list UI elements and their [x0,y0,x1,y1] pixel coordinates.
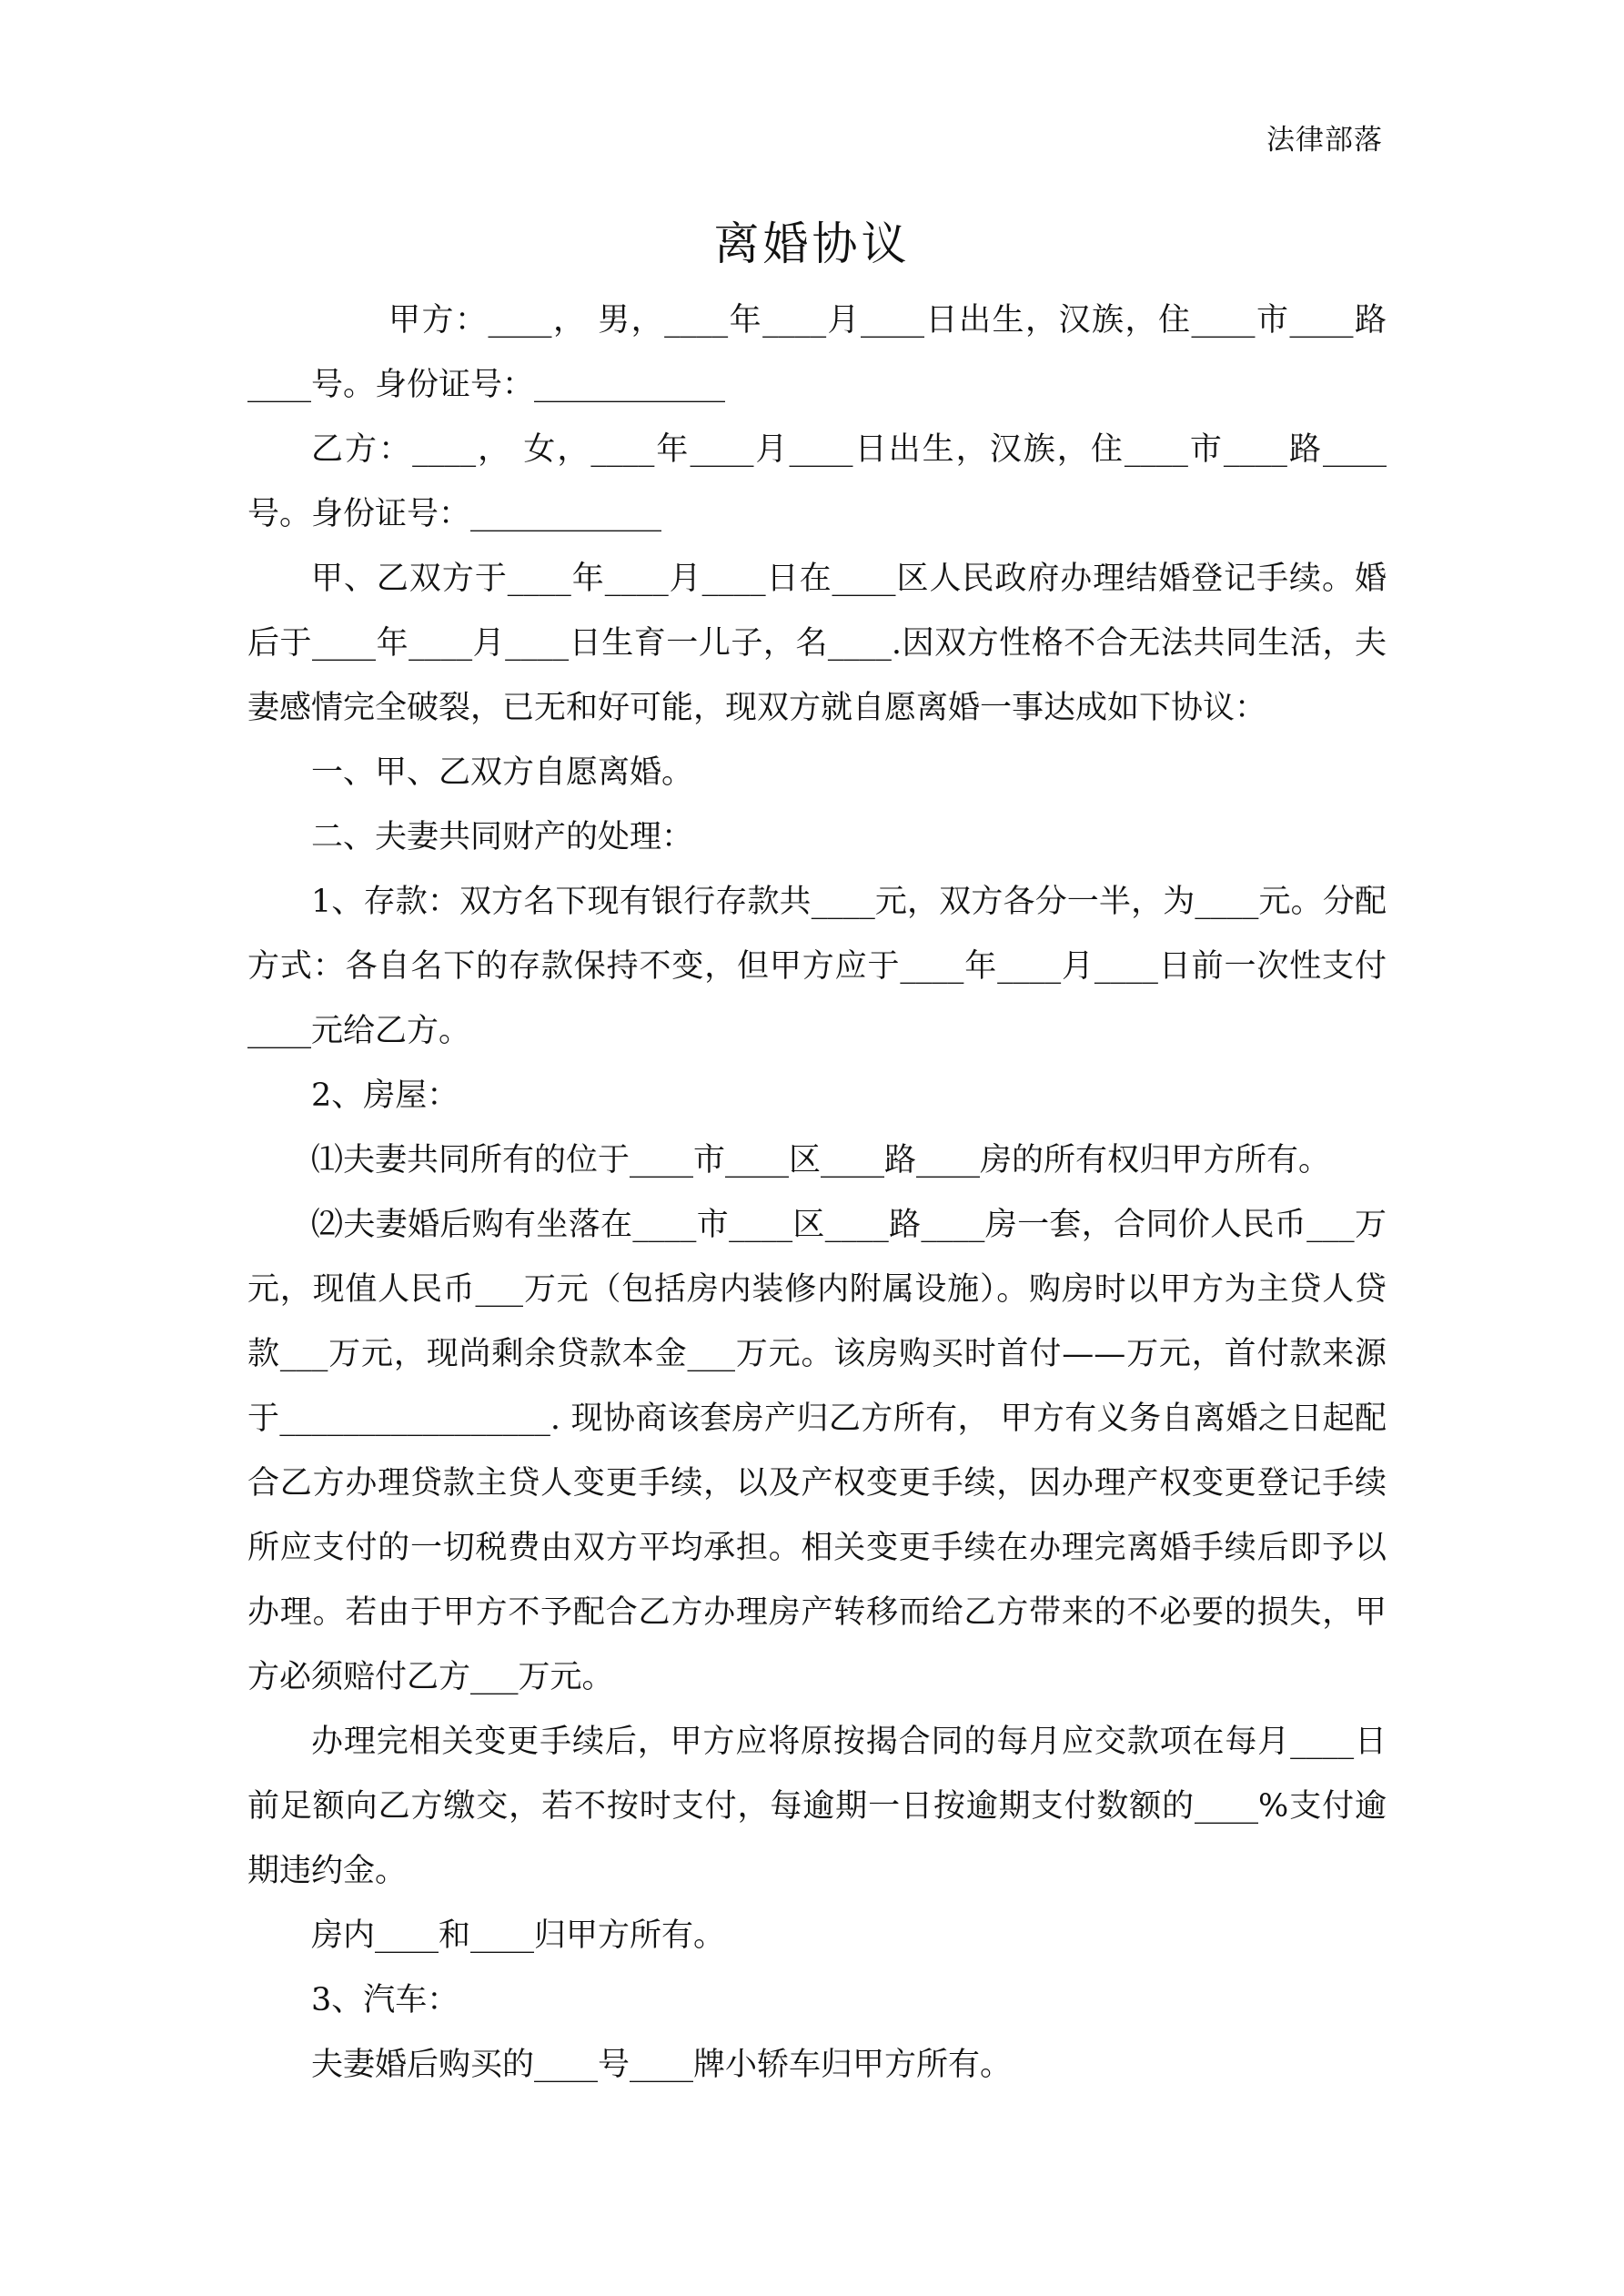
party-b-paragraph: 乙方：____， 女，____年____月____日出生，汉族，住____市____路____号。身份证号：____________ [247,431,1387,532]
document-title: 离婚协议 [713,217,911,270]
car-ownership-paragraph: 夫妻婚后购买的____号____牌小轿车归甲方所有。 [311,2047,1013,2083]
clause-2-1-savings: 1、存款：双方名下现有银行存款共____元，双方各分一半，为____元。分配方式：各自名下的存款保持不变，但甲方应于____年____月____日前一次性支付____元给乙方。 [247,884,1387,1049]
clause-2-2-house-heading: 2、房屋： [311,1077,459,1114]
header-brand: 法律部落 [1266,124,1383,157]
marriage-background-paragraph: 甲、乙双方于____年____月____日在____区人民政府办理结婚登记手续。婚后于____年____月____日生育一儿子，名____.因双方性格不合无法共同生活，夫妻感情完全破裂，已无和好可能，现双方就自愿离婚一事达成如下协议： [247,561,1387,726]
document-body [247,288,1387,2098]
clause-2-2-2-house: ⑵夫妻婚后购有坐落在____市____区____路____房一套，合同价人民币___万元，现值人民币___万元（包括房内装修内附属设施）。购房时以甲方为主贷人贷款___万元，现尚剩余贷款本金___万元。该房购买时首付——万元，首付款来源于_________________. 现协商该套房产归乙方所有， 甲方有义务自离婚之日起配合乙方办理贷款主贷人变更手续，以及产权变更手续，因办理产权变更登记手续所应支付的一切税费由双方平均承担。相关变更手续在办理完离婚手续后即予以办理。若由于甲方不予配合乙方办理房产转移而给乙方带来的不必要的损失，甲方必须赔付乙方___万元。 [247,1207,1387,1695]
household-items-paragraph: 房内____和____归甲方所有。 [311,1917,726,1954]
clause-2-2-1-house: ⑴夫妻共同所有的位于____市____区____路____房的所有权归甲方所有。 [311,1142,1331,1178]
clause-2-3-car-heading: 3、汽车： [311,1982,459,2018]
clause-1-divorce: 一、甲、乙双方自愿离婚。 [311,754,694,791]
mortgage-payment-paragraph: 办理完相关变更手续后，甲方应将原按揭合同的每月应交款项在每月____日前足额向乙方缴交，若不按时支付，每逾期一日按逾期支付数额的____%支付逾期违约金。 [247,1724,1387,1889]
party-a-paragraph: 甲方：____， 男，____年____月____日出生，汉族，住____市____路____号。身份证号：____________ [247,302,1387,403]
clause-2-property-heading: 二、夫妻共同财产的处理： [311,819,694,855]
